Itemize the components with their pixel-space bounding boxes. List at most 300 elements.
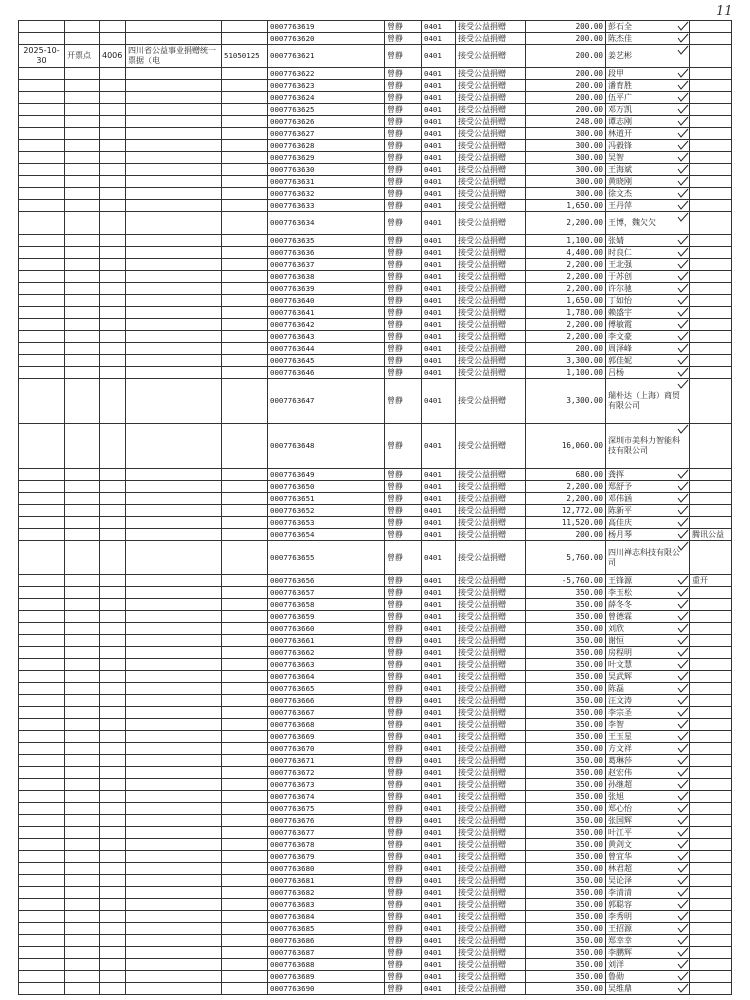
item-code-cell: 0401 <box>422 875 456 887</box>
empty-cell <box>19 164 65 176</box>
receipt-number: 0007763658 <box>268 599 385 611</box>
handler-cell: 曾静 <box>385 140 422 152</box>
donor-cell <box>606 599 690 611</box>
donor-cell <box>606 200 690 212</box>
check-mark-icon <box>677 767 687 776</box>
handler-cell: 曾静 <box>385 164 422 176</box>
empty-cell <box>65 469 100 481</box>
receipt-number: 0007763680 <box>268 863 385 875</box>
empty-cell <box>126 200 222 212</box>
receipt-number: 0007763679 <box>268 851 385 863</box>
empty-cell <box>100 851 126 863</box>
empty-cell <box>126 899 222 911</box>
item-name-cell: 接受公益捐赠 <box>456 493 526 505</box>
receipt-number: 0007763660 <box>268 623 385 635</box>
empty-cell <box>100 815 126 827</box>
receipt-number: 0007763652 <box>268 505 385 517</box>
empty-cell <box>222 295 268 307</box>
empty-cell <box>65 959 100 971</box>
donor-name: 伍平广 <box>608 92 632 102</box>
empty-cell <box>19 887 65 899</box>
table-row <box>19 611 732 623</box>
empty-cell <box>126 283 222 295</box>
empty-cell <box>126 599 222 611</box>
empty-cell <box>100 875 126 887</box>
empty-cell <box>126 212 222 235</box>
donor-name: 赵宏伟 <box>608 767 632 777</box>
amount-cell: 350.00 <box>526 791 606 803</box>
receipt-number: 0007763624 <box>268 92 385 104</box>
item-name-cell: 接受公益捐赠 <box>456 21 526 33</box>
donor-cell <box>606 623 690 635</box>
empty-cell <box>65 295 100 307</box>
donor-cell <box>606 791 690 803</box>
donor-cell <box>606 45 690 68</box>
donor-cell <box>606 283 690 295</box>
empty-cell <box>126 875 222 887</box>
table-row <box>19 80 732 92</box>
empty-cell <box>65 164 100 176</box>
empty-cell <box>222 529 268 541</box>
item-code-cell: 0401 <box>422 271 456 283</box>
item-name-cell: 接受公益捐赠 <box>456 152 526 164</box>
empty-cell <box>19 295 65 307</box>
handler-cell: 曾静 <box>385 719 422 731</box>
item-name-cell: 接受公益捐赠 <box>456 200 526 212</box>
table-row <box>19 779 732 791</box>
empty-cell <box>100 911 126 923</box>
amount-cell: 350.00 <box>526 587 606 599</box>
donor-name: 郑心怡 <box>608 803 632 813</box>
donor-name: 高佳庆 <box>608 517 632 527</box>
empty-cell <box>19 21 65 33</box>
check-mark-icon <box>677 80 687 89</box>
empty-cell <box>126 707 222 719</box>
table-row <box>19 707 732 719</box>
item-name-cell: 接受公益捐赠 <box>456 116 526 128</box>
empty-cell <box>222 959 268 971</box>
check-mark-icon <box>677 731 687 740</box>
item-code-cell: 0401 <box>422 683 456 695</box>
empty-cell <box>19 635 65 647</box>
amount-cell: 1,650.00 <box>526 295 606 307</box>
empty-cell <box>100 247 126 259</box>
receipt-number: 0007763671 <box>268 755 385 767</box>
donor-cell <box>606 517 690 529</box>
donor-name: 吴武辉 <box>608 671 632 681</box>
receipt-number: 0007763668 <box>268 719 385 731</box>
donor-cell <box>606 295 690 307</box>
donor-cell <box>606 541 690 575</box>
empty-cell <box>126 104 222 116</box>
empty-cell <box>100 200 126 212</box>
item-code-cell: 0401 <box>422 671 456 683</box>
empty-cell <box>222 307 268 319</box>
item-code-cell: 0401 <box>422 923 456 935</box>
table-row <box>19 140 732 152</box>
donor-cell <box>606 68 690 80</box>
empty-cell <box>126 188 222 200</box>
empty-cell <box>126 367 222 379</box>
empty-cell <box>65 424 100 469</box>
item-name-cell: 接受公益捐赠 <box>456 839 526 851</box>
empty-cell <box>222 104 268 116</box>
donor-cell <box>606 271 690 283</box>
empty-cell <box>222 695 268 707</box>
empty-cell <box>65 671 100 683</box>
item-code-cell: 0401 <box>422 343 456 355</box>
item-code-cell: 0401 <box>422 92 456 104</box>
empty-cell <box>100 319 126 331</box>
amount-cell: 200.00 <box>526 104 606 116</box>
item-code-cell: 0401 <box>422 851 456 863</box>
table-row <box>19 21 732 33</box>
empty-cell <box>19 140 65 152</box>
donor-name: 邓万凯 <box>608 104 632 114</box>
handler-cell: 曾静 <box>385 863 422 875</box>
empty-cell <box>19 695 65 707</box>
item-name-cell: 接受公益捐赠 <box>456 815 526 827</box>
empty-cell <box>19 659 65 671</box>
handler-cell: 曾静 <box>385 188 422 200</box>
empty-cell <box>126 271 222 283</box>
donor-name: 赖盛宇 <box>608 307 632 317</box>
note-cell <box>690 493 732 505</box>
table-row <box>19 424 732 469</box>
donor-cell <box>606 719 690 731</box>
note-cell <box>690 635 732 647</box>
empty-cell <box>65 875 100 887</box>
check-mark-icon <box>677 935 687 944</box>
receipt-number: 0007763661 <box>268 635 385 647</box>
amount-cell: 350.00 <box>526 599 606 611</box>
item-name-cell: 接受公益捐赠 <box>456 671 526 683</box>
donor-name: 方文祥 <box>608 743 632 753</box>
table-row <box>19 247 732 259</box>
empty-cell <box>126 116 222 128</box>
item-code-cell: 0401 <box>422 152 456 164</box>
handler-cell: 曾静 <box>385 599 422 611</box>
amount-cell: -5,760.00 <box>526 575 606 587</box>
donor-name: 吕杨 <box>608 367 624 377</box>
handler-cell: 曾静 <box>385 128 422 140</box>
check-mark-icon <box>677 92 687 101</box>
donor-cell <box>606 367 690 379</box>
donor-name: 黄晓刚 <box>608 176 632 186</box>
empty-cell <box>19 92 65 104</box>
item-name-cell: 接受公益捐赠 <box>456 212 526 235</box>
empty-cell <box>19 200 65 212</box>
empty-cell <box>126 517 222 529</box>
item-name-cell: 接受公益捐赠 <box>456 731 526 743</box>
amount-cell: 1,650.00 <box>526 200 606 212</box>
empty-cell <box>100 424 126 469</box>
item-name-cell: 接受公益捐赠 <box>456 128 526 140</box>
check-mark-icon <box>677 983 687 992</box>
check-mark-icon <box>677 128 687 137</box>
empty-cell <box>100 295 126 307</box>
item-name-cell: 接受公益捐赠 <box>456 635 526 647</box>
receipt-number: 0007763630 <box>268 164 385 176</box>
item-name-cell: 接受公益捐赠 <box>456 599 526 611</box>
handler-cell: 曾静 <box>385 839 422 851</box>
empty-cell <box>65 599 100 611</box>
donor-cell <box>606 140 690 152</box>
note-cell <box>690 839 732 851</box>
empty-cell <box>19 517 65 529</box>
amount-cell: 350.00 <box>526 827 606 839</box>
note-cell <box>690 623 732 635</box>
code-cell: 4006 <box>100 45 126 68</box>
amount-cell: 2,200.00 <box>526 259 606 271</box>
check-mark-icon <box>677 188 687 197</box>
item-code-cell: 0401 <box>422 355 456 367</box>
empty-cell <box>100 695 126 707</box>
note-cell <box>690 803 732 815</box>
empty-cell <box>65 815 100 827</box>
handler-cell: 曾静 <box>385 116 422 128</box>
item-code-cell: 0401 <box>422 469 456 481</box>
empty-cell <box>100 152 126 164</box>
receipt-number: 0007763682 <box>268 887 385 899</box>
note-cell <box>690 541 732 575</box>
empty-cell <box>126 493 222 505</box>
check-mark-icon <box>677 743 687 752</box>
note-cell <box>690 671 732 683</box>
amount-cell: 200.00 <box>526 80 606 92</box>
empty-cell <box>65 188 100 200</box>
check-mark-icon <box>677 803 687 812</box>
empty-cell <box>65 116 100 128</box>
donor-name: 王博，魏欠欠 <box>608 218 656 227</box>
note-cell <box>690 92 732 104</box>
handler-cell: 曾静 <box>385 176 422 188</box>
receipt-number: 0007763673 <box>268 779 385 791</box>
empty-cell <box>222 493 268 505</box>
donor-cell <box>606 343 690 355</box>
donor-cell <box>606 212 690 235</box>
receipt-number: 0007763657 <box>268 587 385 599</box>
note-cell <box>690 283 732 295</box>
note-cell <box>690 875 732 887</box>
empty-cell <box>222 283 268 295</box>
empty-cell <box>100 827 126 839</box>
donor-cell <box>606 935 690 947</box>
empty-cell <box>65 911 100 923</box>
empty-cell <box>222 235 268 247</box>
item-code-cell: 0401 <box>422 743 456 755</box>
empty-cell <box>19 212 65 235</box>
donor-cell <box>606 887 690 899</box>
amount-cell: 350.00 <box>526 767 606 779</box>
note-cell <box>690 33 732 45</box>
empty-cell <box>65 707 100 719</box>
handler-cell: 曾静 <box>385 45 422 68</box>
receipt-number: 0007763629 <box>268 152 385 164</box>
empty-cell <box>65 92 100 104</box>
note-cell <box>690 899 732 911</box>
empty-cell <box>100 971 126 983</box>
table-row <box>19 815 732 827</box>
note-cell <box>690 80 732 92</box>
check-mark-icon <box>677 695 687 704</box>
empty-cell <box>222 379 268 424</box>
check-mark-icon <box>677 505 687 514</box>
receipt-number: 0007763633 <box>268 200 385 212</box>
handler-cell: 曾静 <box>385 379 422 424</box>
item-name-cell: 接受公益捐赠 <box>456 469 526 481</box>
check-mark-icon <box>677 839 687 848</box>
empty-cell <box>126 623 222 635</box>
item-name-cell: 接受公益捐赠 <box>456 541 526 575</box>
donor-cell <box>606 683 690 695</box>
handler-cell: 曾静 <box>385 623 422 635</box>
item-name-cell: 接受公益捐赠 <box>456 271 526 283</box>
empty-cell <box>65 851 100 863</box>
empty-cell <box>100 659 126 671</box>
amount-cell: 350.00 <box>526 851 606 863</box>
empty-cell <box>126 343 222 355</box>
empty-cell <box>126 671 222 683</box>
empty-cell <box>100 923 126 935</box>
table-row <box>19 104 732 116</box>
item-code-cell: 0401 <box>422 959 456 971</box>
check-mark-icon <box>677 45 687 54</box>
donor-cell <box>606 899 690 911</box>
check-mark-icon <box>677 493 687 502</box>
empty-cell <box>126 247 222 259</box>
check-mark-icon <box>677 887 687 896</box>
table-row <box>19 683 732 695</box>
donor-cell <box>606 152 690 164</box>
donor-cell <box>606 695 690 707</box>
donor-name: 林君超 <box>608 863 632 873</box>
empty-cell <box>65 541 100 575</box>
empty-cell <box>65 68 100 80</box>
table-row <box>19 343 732 355</box>
item-name-cell: 接受公益捐赠 <box>456 683 526 695</box>
empty-cell <box>65 611 100 623</box>
empty-cell <box>100 283 126 295</box>
donor-cell <box>606 379 690 424</box>
check-mark-icon <box>677 875 687 884</box>
amount-cell: 350.00 <box>526 719 606 731</box>
amount-cell: 3,300.00 <box>526 379 606 424</box>
empty-cell <box>100 779 126 791</box>
table-row <box>19 505 732 517</box>
handler-cell: 曾静 <box>385 743 422 755</box>
amount-cell: 350.00 <box>526 911 606 923</box>
check-mark-icon <box>677 599 687 608</box>
check-mark-icon <box>677 104 687 113</box>
handler-cell: 曾静 <box>385 493 422 505</box>
table-row <box>19 635 732 647</box>
item-code-cell: 0401 <box>422 863 456 875</box>
handler-cell: 曾静 <box>385 104 422 116</box>
ledger-table <box>18 20 732 995</box>
item-name-cell: 接受公益捐赠 <box>456 319 526 331</box>
item-name-cell: 接受公益捐赠 <box>456 343 526 355</box>
check-mark-icon <box>677 164 687 173</box>
note-cell <box>690 104 732 116</box>
empty-cell <box>65 827 100 839</box>
empty-cell <box>100 164 126 176</box>
empty-cell <box>65 923 100 935</box>
empty-cell <box>222 851 268 863</box>
item-name-cell: 接受公益捐赠 <box>456 424 526 469</box>
handler-cell: 曾静 <box>385 152 422 164</box>
note-cell <box>690 683 732 695</box>
donor-name: 曾德霖 <box>608 611 632 621</box>
empty-cell <box>126 971 222 983</box>
empty-cell <box>222 116 268 128</box>
empty-cell <box>126 505 222 517</box>
note-cell <box>690 983 732 995</box>
empty-cell <box>126 827 222 839</box>
item-name-cell: 接受公益捐赠 <box>456 623 526 635</box>
donor-cell <box>606 235 690 247</box>
donor-cell <box>606 851 690 863</box>
receipt-number: 0007763637 <box>268 259 385 271</box>
empty-cell <box>126 803 222 815</box>
receipt-number: 0007763646 <box>268 367 385 379</box>
donor-cell <box>606 707 690 719</box>
handler-cell: 曾静 <box>385 68 422 80</box>
empty-cell <box>126 259 222 271</box>
check-mark-icon <box>677 635 687 644</box>
item-name-cell: 接受公益捐赠 <box>456 887 526 899</box>
receipt-number: 0007763623 <box>268 80 385 92</box>
table-row <box>19 493 732 505</box>
empty-cell <box>100 355 126 367</box>
item-name-cell: 接受公益捐赠 <box>456 863 526 875</box>
empty-cell <box>222 671 268 683</box>
empty-cell <box>126 575 222 587</box>
item-name-cell: 接受公益捐赠 <box>456 755 526 767</box>
empty-cell <box>65 767 100 779</box>
amount-cell: 350.00 <box>526 671 606 683</box>
empty-cell <box>126 659 222 671</box>
amount-cell: 2,200.00 <box>526 331 606 343</box>
empty-cell <box>19 743 65 755</box>
empty-cell <box>126 635 222 647</box>
donor-name: 孙继超 <box>608 779 632 789</box>
table-row <box>19 671 732 683</box>
empty-cell <box>126 164 222 176</box>
donor-name: 叶文慧 <box>608 659 632 669</box>
note-cell <box>690 212 732 235</box>
table-row <box>19 529 732 541</box>
item-name-cell: 接受公益捐赠 <box>456 45 526 68</box>
handler-cell: 曾静 <box>385 755 422 767</box>
item-name-cell: 接受公益捐赠 <box>456 611 526 623</box>
item-code-cell: 0401 <box>422 164 456 176</box>
note-cell <box>690 743 732 755</box>
amount-cell: 200.00 <box>526 529 606 541</box>
note-cell <box>690 235 732 247</box>
item-name-cell: 接受公益捐赠 <box>456 283 526 295</box>
receipt-number: 0007763666 <box>268 695 385 707</box>
note-cell <box>690 791 732 803</box>
handler-cell: 曾静 <box>385 695 422 707</box>
empty-cell <box>126 779 222 791</box>
empty-cell <box>222 331 268 343</box>
empty-cell <box>222 587 268 599</box>
note-cell <box>690 517 732 529</box>
empty-cell <box>222 367 268 379</box>
empty-cell <box>65 319 100 331</box>
check-mark-icon <box>677 319 687 328</box>
